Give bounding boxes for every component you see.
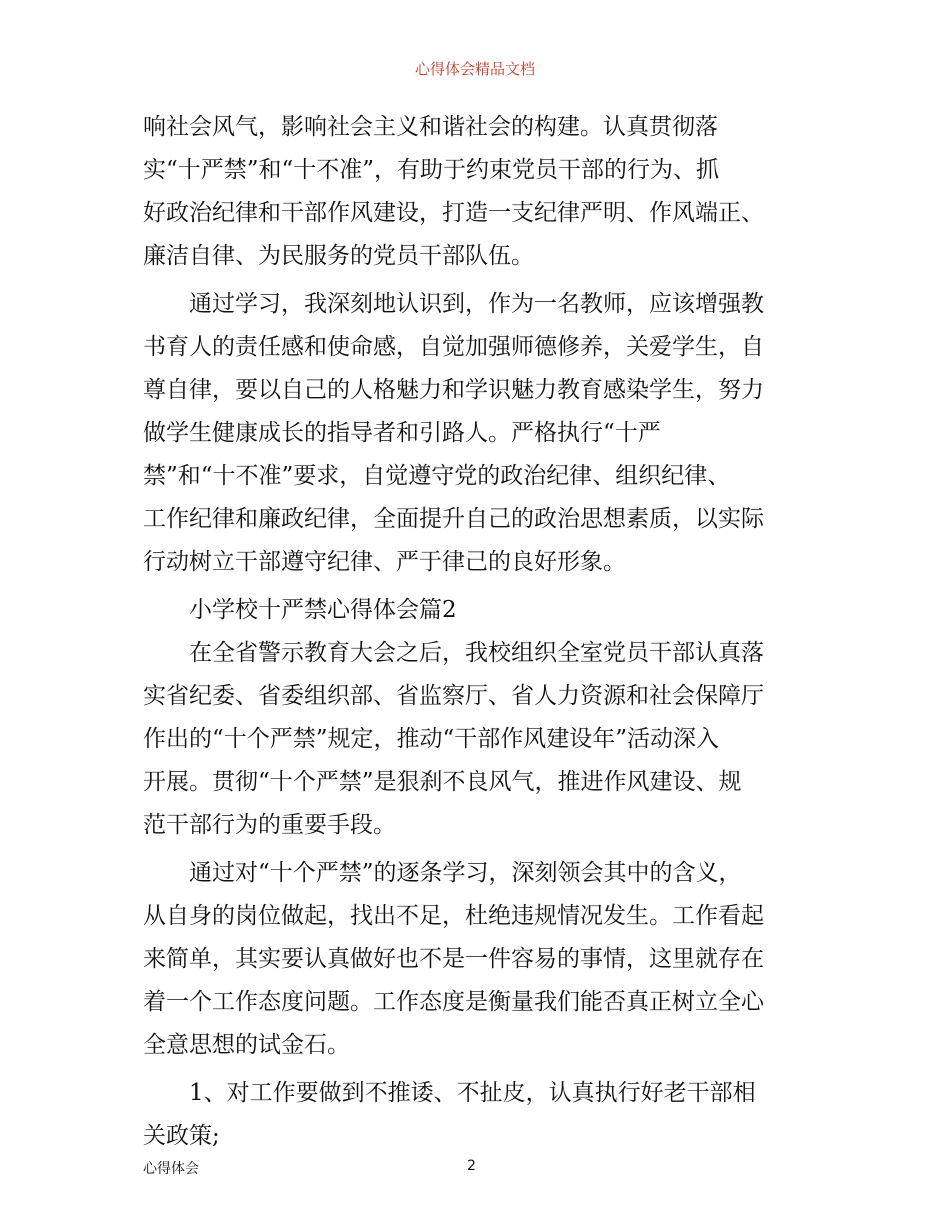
text-line: 全意思想的试金石。	[143, 1032, 350, 1058]
text-line: 从自身的岗位做起，找出不足，杜绝违规情况发生。工作看起	[143, 903, 764, 929]
text-line: 禁”和“十不准”要求，自觉遵守党的政治纪律、组织纪律、	[143, 463, 731, 489]
page-number: 2	[467, 1158, 476, 1174]
text-line: 着一个工作态度问题。工作态度是衡量我们能否真正树立全心	[143, 989, 764, 1015]
footer-label: 心得体会	[143, 1161, 199, 1177]
text-line: 行动树立干部遵守纪律、严于律己的良好形象。	[143, 549, 626, 575]
document-body	[143, 106, 813, 1158]
text-line: 好政治纪律和干部作风建设，打造一支纪律严明、作风端正、	[143, 200, 764, 226]
text-line: 范干部行为的重要手段。	[143, 812, 396, 838]
text-line: 通过学习，我深刻地认识到，作为一名教师，应该增强教	[189, 291, 764, 317]
text-line: 在全省警示教育大会之后，我校组织全室党员干部认真落	[189, 640, 764, 666]
text-line: 工作纪律和廉政纪律，全面提升自己的政治思想素质，以实际	[143, 506, 764, 532]
text-line: 通过对“十个严禁”的逐条学习，深刻领会其中的含义，	[189, 860, 742, 886]
text-line: 响社会风气，影响社会主义和谐社会的构建。认真贯彻落	[143, 114, 718, 140]
text-line: 来简单，其实要认真做好也不是一件容易的事情，这里就存在	[143, 946, 764, 972]
text-line: 实“十严禁”和“十不准”，有助于约束党员干部的行为、抓	[143, 157, 720, 183]
text-line: 廉洁自律、为民服务的党员干部队伍。	[143, 243, 534, 269]
text-line: 作出的“十个严禁”规定，推动“干部作风建设年”活动深入	[143, 726, 720, 752]
text-line: 尊自律，要以自己的人格魅力和学识魅力教育感染学生，努力	[143, 377, 764, 403]
text-line: 1、对工作要做到不推诿、不扯皮，认真执行好老干部相	[189, 1080, 756, 1106]
section-heading: 小学校十严禁心得体会篇2	[189, 597, 457, 623]
text-line: 实省纪委、省委组织部、省监察厅、省人力资源和社会保障厅	[143, 683, 764, 709]
text-line: 关政策;	[143, 1123, 220, 1149]
text-line: 书育人的责任感和使命感，自觉加强师德修养，关爱学生，自	[143, 334, 764, 360]
text-line: 做学生健康成长的指导者和引路人。严格执行“十严	[143, 420, 661, 446]
text-line: 开展。贯彻“十个严禁”是狠刹不良风气，推进作风建设、规	[143, 769, 742, 795]
document-header-title: 心得体会精品文档	[414, 60, 535, 78]
